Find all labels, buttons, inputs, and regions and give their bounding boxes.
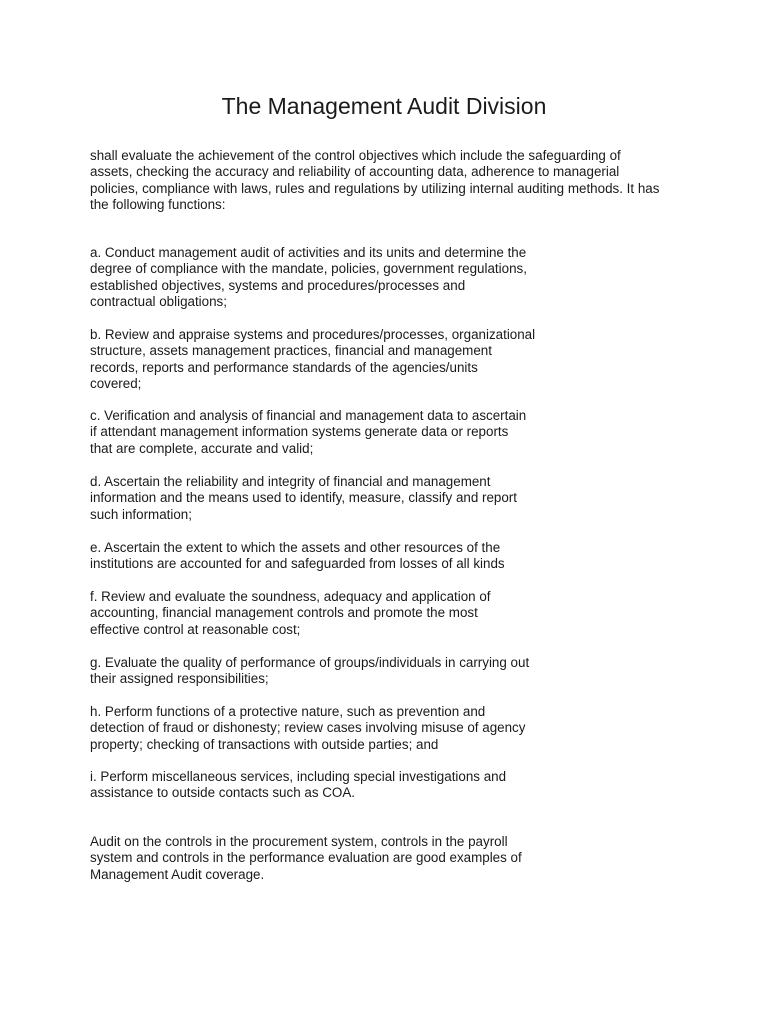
function-item-g: g. Evaluate the quality of performance of groups/individuals in carrying out their assigned responsibilities; — [90, 655, 530, 687]
function-item-b: b. Review and appraise systems and procedures/processes, organizational structure, assets management practices, financial and management records, reports and performance standards of the agencies/units covered; — [90, 327, 536, 391]
function-item-f: f. Review and evaluate the soundness, adequacy and application of accounting, financial management controls and promote the most effective control at reasonable cost; — [90, 589, 491, 637]
function-item-d: d. Ascertain the reliability and integrity of financial and management information and the means used to identify, measure, classify and report such information; — [90, 474, 517, 522]
intro-paragraph: shall evaluate the achievement of the control objectives which include the safeguarding of assets, checking the accuracy and reliability of accounting data, adherence to managerial policies, compliance with laws, rules and regulations by utilizing internal auditing methods. It has the following functions: — [90, 148, 660, 212]
function-item-i: i. Perform miscellaneous services, including special investigations and assistance to outside contacts such as COA. — [90, 769, 507, 801]
closing-paragraph: Audit on the controls in the procurement system, controls in the payroll system and controls in the performance evaluation are good examples of Management Audit coverage. — [90, 834, 522, 882]
function-item-a: a. Conduct management audit of activities and its units and determine the degree of compliance with the mandate, policies, government regulations, established objectives, systems and procedures/processes and contractual obligations; — [90, 245, 527, 309]
function-item-e: e. Ascertain the extent to which the assets and other resources of the institutions are accounted for and safeguarded from losses of all kinds — [90, 540, 505, 572]
function-item-h: h. Perform functions of a protective nature, such as prevention and detection of fraud or dishonesty; review cases involving misuse of agency property; checking of transactions with outside parties; and — [90, 704, 526, 752]
function-item-c: c. Verification and analysis of financial and management data to ascertain if attendant management information systems generate data or reports that are complete, accurate and valid; — [90, 408, 527, 456]
page-title: The Management Audit Division — [221, 93, 547, 119]
